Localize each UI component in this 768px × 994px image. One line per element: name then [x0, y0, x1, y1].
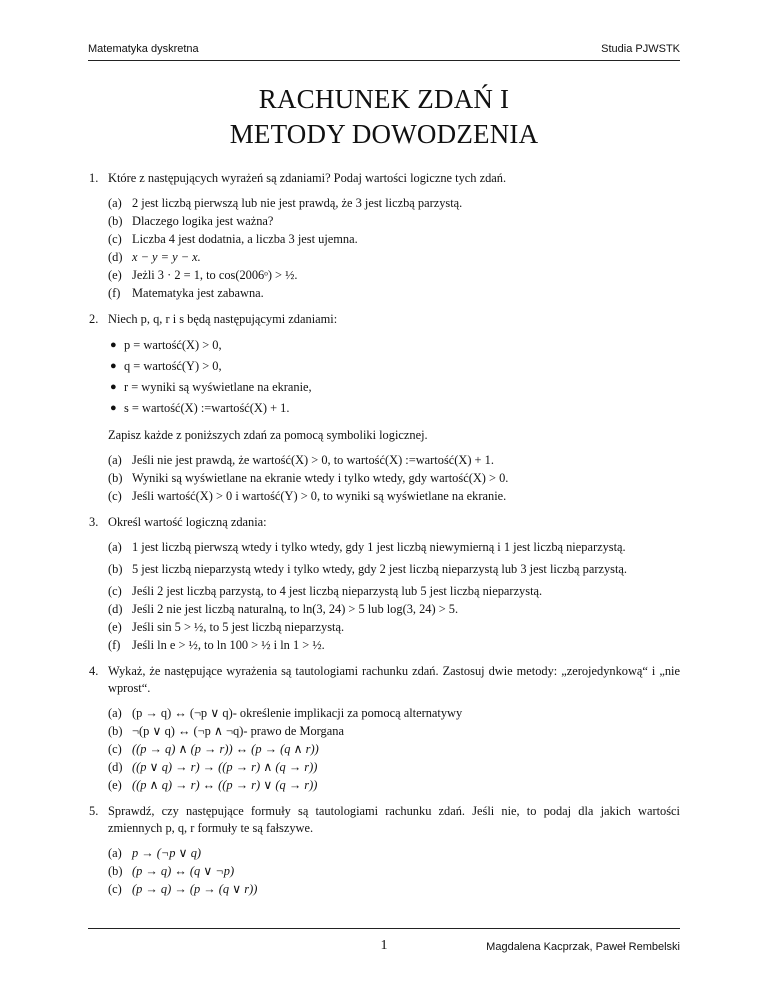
subitem [108, 213, 680, 230]
subitem-text: Matematyka jest zabawna. [132, 286, 264, 300]
exercise-number: 2. [89, 312, 99, 326]
exercise-number: 3. [89, 515, 99, 529]
subitem-text: ((p ∨ q) → r) → ((p → r) ∧ (q → r)) [132, 760, 318, 774]
subitem-label: (b) [108, 562, 123, 576]
subitem [108, 195, 680, 212]
subitem-text: Jeśli 2 jest liczbą parzystą, to 4 jest liczbą nieparzystą lub 5 jest liczbą nieparzystą. [132, 584, 543, 598]
subitem [108, 561, 680, 578]
subitem-text: 5 jest liczbą nieparzystą wtedy i tylko wtedy, gdy 2 jest liczbą nieparzystą lub 3 jest liczbą parzystą. [132, 562, 628, 576]
subitem [108, 539, 680, 556]
title-line-2: METODY DOWODZENIA [229, 119, 539, 149]
exercise-text: Sprawdź, czy następujące formuły są tautologiami rachunku zdań. Jeśli nie, to podaj dla jakich wartości zmiennych p, q, r formuły te są fałszywe. [108, 804, 680, 835]
subitem-label: (c) [108, 489, 122, 503]
subitem-label: (a) [108, 706, 122, 720]
bullet-icon: ● [110, 339, 117, 351]
subitem-text: Jeśli sin 5 > ½, to 5 jest liczbą nieparzystą. [132, 620, 345, 634]
subitem-label: (d) [108, 760, 123, 774]
subitem [108, 267, 680, 284]
subitem [108, 759, 680, 776]
exercise-text: Wykaż, że następujące wyrażenia są tautologiami rachunku zdań. Zastosuj dwie metody: „zerojedynkową“ i „nie wprost“. [108, 664, 680, 695]
bullet-icon: ● [110, 360, 117, 372]
subitem-text: Jeśli ln e > ½, to ln 100 > ½ i ln 1 > ½. [132, 638, 325, 652]
subitem-text: Jeśli 2 nie jest liczbą naturalną, to ln(3, 24) > 5 lub log(3, 24) > 5. [132, 602, 459, 616]
subitem-label: (b) [108, 471, 123, 485]
bullet-icon: ● [110, 381, 117, 393]
subitem-label: (b) [108, 864, 123, 878]
subitem-list [108, 195, 680, 302]
exercise-text: Niech p, q, r i s będą następującymi zdaniami: [108, 312, 338, 326]
subitem-label: (f) [108, 638, 121, 652]
page-footer [88, 938, 680, 956]
subitem-list [108, 539, 680, 654]
subitem-list [108, 845, 680, 898]
subitem-text: (p → q) ↔ (¬p ∨ q)- określenie implikacji za pomocą alternatywy [132, 706, 463, 720]
subitem-label: (c) [108, 882, 122, 896]
title-line-1: RACHUNEK ZDAŃ I [258, 84, 510, 114]
subitem-label: (e) [108, 268, 122, 282]
exercise-1 [88, 170, 680, 302]
bullet-item [108, 379, 680, 396]
exercise-4 [88, 663, 680, 794]
subitem [108, 249, 680, 266]
bullet-icon: ● [110, 402, 117, 414]
bullet-text: s = wartość(X) :=wartość(X) + 1. [124, 401, 290, 415]
page-number: 1 [380, 938, 388, 953]
subitem-label: (f) [108, 286, 121, 300]
subitem [108, 637, 680, 654]
footer-rule [88, 928, 680, 929]
subitem-label: (a) [108, 196, 122, 210]
subitem-text: (p → q) → (p → (q ∨ r)) [132, 882, 258, 896]
subitem-label: (a) [108, 540, 122, 554]
subitem [108, 723, 680, 740]
subitem [108, 741, 680, 758]
subitem [108, 619, 680, 636]
subitem-text: Jeśli wartość(X) > 0 i wartość(Y) > 0, to wyniki są wyświetlane na ekranie. [132, 489, 507, 503]
subitem [108, 231, 680, 248]
subitem [108, 777, 680, 794]
exercise-number: 1. [89, 171, 99, 185]
exercise-3 [88, 514, 680, 654]
subitem-text: Jeżli 3 · 2 = 1, to cos(2006ᵒ) > ½. [132, 268, 298, 282]
subitem-label: (a) [108, 846, 122, 860]
subitem-text: ¬(p ∨ q) ↔ (¬p ∧ ¬q)- prawo de Morgana [132, 724, 344, 738]
subitem [108, 488, 680, 505]
header-school: Studia PJWSTK [601, 43, 680, 55]
subitem-text: (p → q) ↔ (q ∨ ¬p) [132, 864, 235, 878]
exercise-2 [88, 311, 680, 505]
bullet-list [108, 337, 680, 417]
subitem-label: (a) [108, 453, 122, 467]
subitem-list [108, 452, 680, 505]
bullet-text: q = wartość(Y) > 0, [124, 359, 222, 373]
exercise-text: Które z następujących wyrażeń są zdaniami? Podaj wartości logiczne tych zdań. [108, 171, 507, 185]
subitem-label: (d) [108, 602, 123, 616]
subitem [108, 452, 680, 469]
bullet-item [108, 358, 680, 375]
subitem [108, 601, 680, 618]
subitem-label: (b) [108, 724, 123, 738]
subitem [108, 705, 680, 722]
exercise-number: 4. [89, 664, 99, 678]
bullet-text: r = wyniki są wyświetlane na ekranie, [124, 380, 312, 394]
subitem-text: 2 jest liczbą pierwszą lub nie jest prawdą, że 3 jest liczbą parzystą. [132, 196, 463, 210]
subitem [108, 863, 680, 880]
subitem-label: (c) [108, 584, 122, 598]
subitem [108, 881, 680, 898]
subitem [108, 285, 680, 302]
subitem-text: Liczba 4 jest dodatnia, a liczba 3 jest ujemna. [132, 232, 358, 246]
bullet-item [108, 400, 680, 417]
exercise-text: Określ wartość logiczną zdania: [108, 515, 267, 529]
header-course: Matematyka dyskretna [88, 43, 199, 55]
exercise-5 [88, 803, 680, 898]
running-header [88, 43, 680, 59]
subitem-label: (c) [108, 742, 122, 756]
subitem-text: ((p → q) ∧ (p → r)) ↔ (p → (q ∧ r)) [132, 742, 319, 756]
subitem-text: Wyniki są wyświetlane na ekranie wtedy i tylko wtedy, gdy wartość(X) > 0. [132, 471, 509, 485]
subitem-text: Jeśli nie jest prawdą, że wartość(X) > 0, to wartość(X) :=wartość(X) + 1. [132, 453, 494, 467]
subitem-text: 1 jest liczbą pierwszą wtedy i tylko wtedy, gdy 1 jest liczbą niewymierną i 1 jest liczbą nieparzystą. [132, 540, 626, 554]
bullet-text: p = wartość(X) > 0, [124, 338, 222, 352]
subitem-text: Dlaczego logika jest ważna? [132, 214, 274, 228]
exercise-list [88, 170, 680, 899]
subitem-text: ((p ∧ q) → r) ↔ ((p → r) ∨ (q → r)) [132, 778, 318, 792]
subitem-text: x − y = y − x. [132, 250, 201, 264]
subitem-label: (e) [108, 620, 122, 634]
subitem-text: p → (¬p ∨ q) [132, 846, 202, 860]
footer-authors: Magdalena Kacprzak, Paweł Rembelski [486, 941, 680, 953]
bullet-item [108, 337, 680, 354]
header-rule [88, 60, 680, 61]
page-title [88, 82, 680, 152]
subitem [108, 470, 680, 487]
exercise-number: 5. [89, 804, 99, 818]
subitem [108, 845, 680, 862]
subitem-label: (d) [108, 250, 123, 264]
exercise-instruction: Zapisz każde z poniższych zdań za pomocą symboliki logicznej. [108, 428, 428, 442]
subitem [108, 583, 680, 600]
subitem-label: (e) [108, 778, 122, 792]
subitem-label: (c) [108, 232, 122, 246]
subitem-label: (b) [108, 214, 123, 228]
subitem-list [108, 705, 680, 794]
